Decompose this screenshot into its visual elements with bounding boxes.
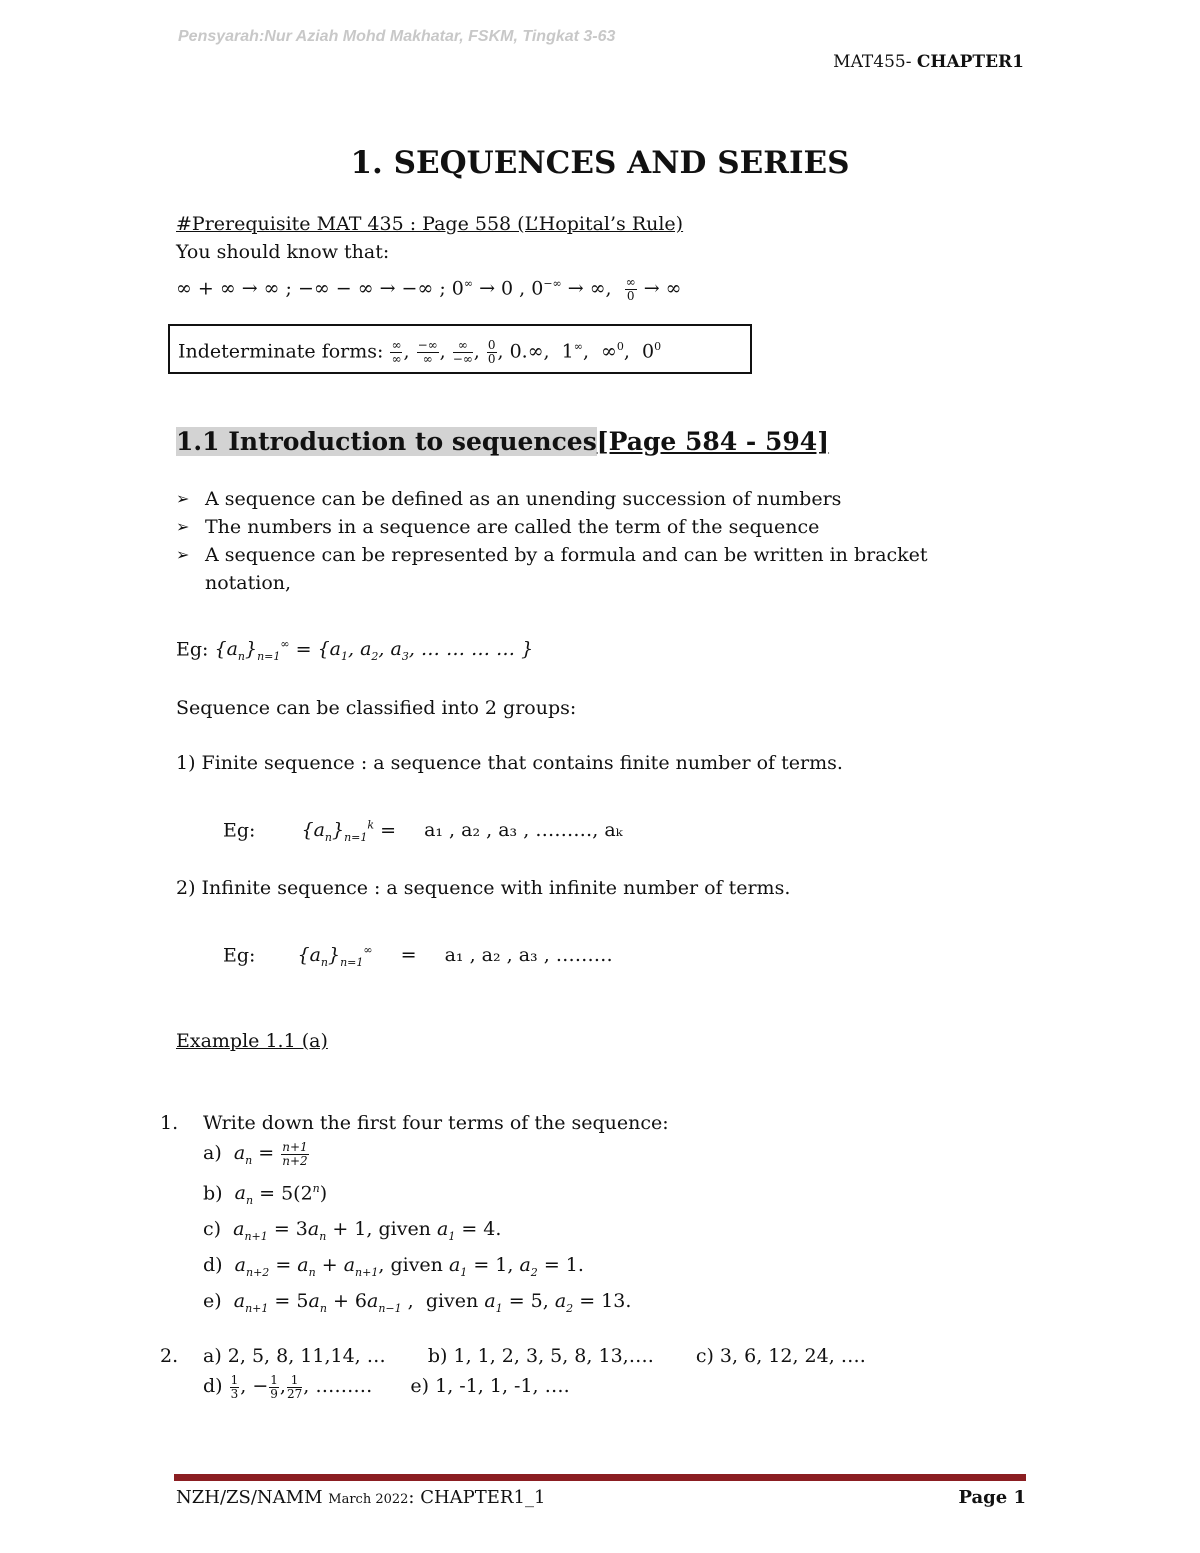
limits-line: ∞ + ∞ → ∞ ; −∞ − ∞ → −∞ ; 0∞ → 0 , 0−∞ → ∞, $\frac{\infty}{0}$ → ∞ [176,274,682,303]
q1-part-c: c) $a_{n+1} = 3a_n + 1$, given $a_1 = 4$. [203,1217,502,1243]
chapter-label: CHAPTER1 [916,52,1024,72]
course-code: MAT455- [833,52,912,72]
q1-part-b: b) $a_n = 5(2^n)$ [203,1181,328,1207]
q2-part-e: e) 1, -1, 1, -1, …. [410,1375,570,1397]
section-pages: [Page 584 - 594] [596,427,830,456]
indeterminate-label: Indeterminate forms: [178,340,384,363]
q2-second-row: d) $\frac{1}{3}$ , − $\frac{1}{9}$ , $\frac{1}{27}$ , ……… e) 1, -1, 1, -1, …. [203,1372,570,1401]
prerequisite-line: #Prerequisite MAT 435 : Page 558 (L’Hopital’s Rule) [176,213,684,235]
section-title: 1.1 Introduction to sequences [176,427,597,456]
footer-left: NZH/ZS/NAMM March 2022: CHAPTER1_1 [176,1487,546,1508]
q2-number: 2. [160,1345,179,1367]
bullet-item: ➢ A sequence can be represented by a formula and can be written in bracket notation, [176,541,965,597]
infinite-example: Eg: $\{a_n\}_{n=1}^\infty = a_1$ , a₂ , a₃ , ……… [223,944,613,970]
page-number: Page 1 [958,1487,1026,1508]
q1-part-a: a) $a_n$ = $\frac{n+1}{n+2}$ [203,1139,308,1168]
q1-text: Write down the first four terms of the sequence: [203,1112,669,1134]
infinite-sequence-text: 2) Infinite sequence : a sequence with infinite number of terms. [176,877,791,899]
q1-part-d: d) $a_{n+2} = a_n + a_{n+1}$, given $a_1 = 1$, $a_2 = 1$. [203,1253,584,1279]
bullet-item: ➢ The numbers in a sequence are called the term of the sequence [176,513,976,541]
footer-rule [174,1474,1026,1481]
example-title: Example 1.1 (a) [176,1030,328,1052]
question-1 [203,1109,669,1322]
bullet-list [176,485,976,597]
q1-number: 1. [160,1112,179,1134]
q2-part-c: c) 3, 6, 12, 24, …. [695,1345,866,1367]
you-should-know: You should know that: [176,241,390,263]
page-title: 1. SEQUENCES AND SERIES [350,145,850,181]
finite-example: Eg: $\{a_n\}_{n=1}^k = a_1$ , a₂ , a₃ , ………, aₖ [223,819,623,845]
q2-part-d-label: d) [203,1375,223,1397]
q2-part-b: b) 1, 1, 2, 3, 5, 8, 13,…. [427,1345,654,1367]
bullet-item: ➢ A sequence can be defined as an unending succession of numbers [176,485,976,513]
bracket-notation-example: Eg: $\{a_n\}_{n=1}^\infty = \{a_1$, $a_2$, $a_3$, … … … … } [176,638,534,664]
classified-text: Sequence can be classified into 2 groups: [176,697,577,719]
section-heading [176,427,829,456]
indeterminate-forms: Indeterminate forms: $\frac{\infty}{\infty}$ , $\frac{-\infty}{\infty}$ , $\frac{\infty}{-\infty}$ , $\frac{0}{0}$ , 0.∞, 1∞, ∞$^0$, $0^0$ [178,337,662,366]
watermark: Pensyarah:Nur Aziah Mohd Makhatar, FSKM, Tingkat 3-63 [178,28,616,45]
page-header [833,52,1024,72]
question-2 [203,1342,866,1401]
prerequisite-block [176,210,683,303]
q2-part-a: a) 2, 5, 8, 11,14, … [203,1345,386,1367]
finite-sequence-text: 1) Finite sequence : a sequence that contains finite number of terms. [176,752,843,774]
q1-part-e: e) $a_{n+1} = 5a_n + 6a_{n-1}$ , given $a_1 = 5$, $a_2 = 13$. [203,1289,632,1315]
